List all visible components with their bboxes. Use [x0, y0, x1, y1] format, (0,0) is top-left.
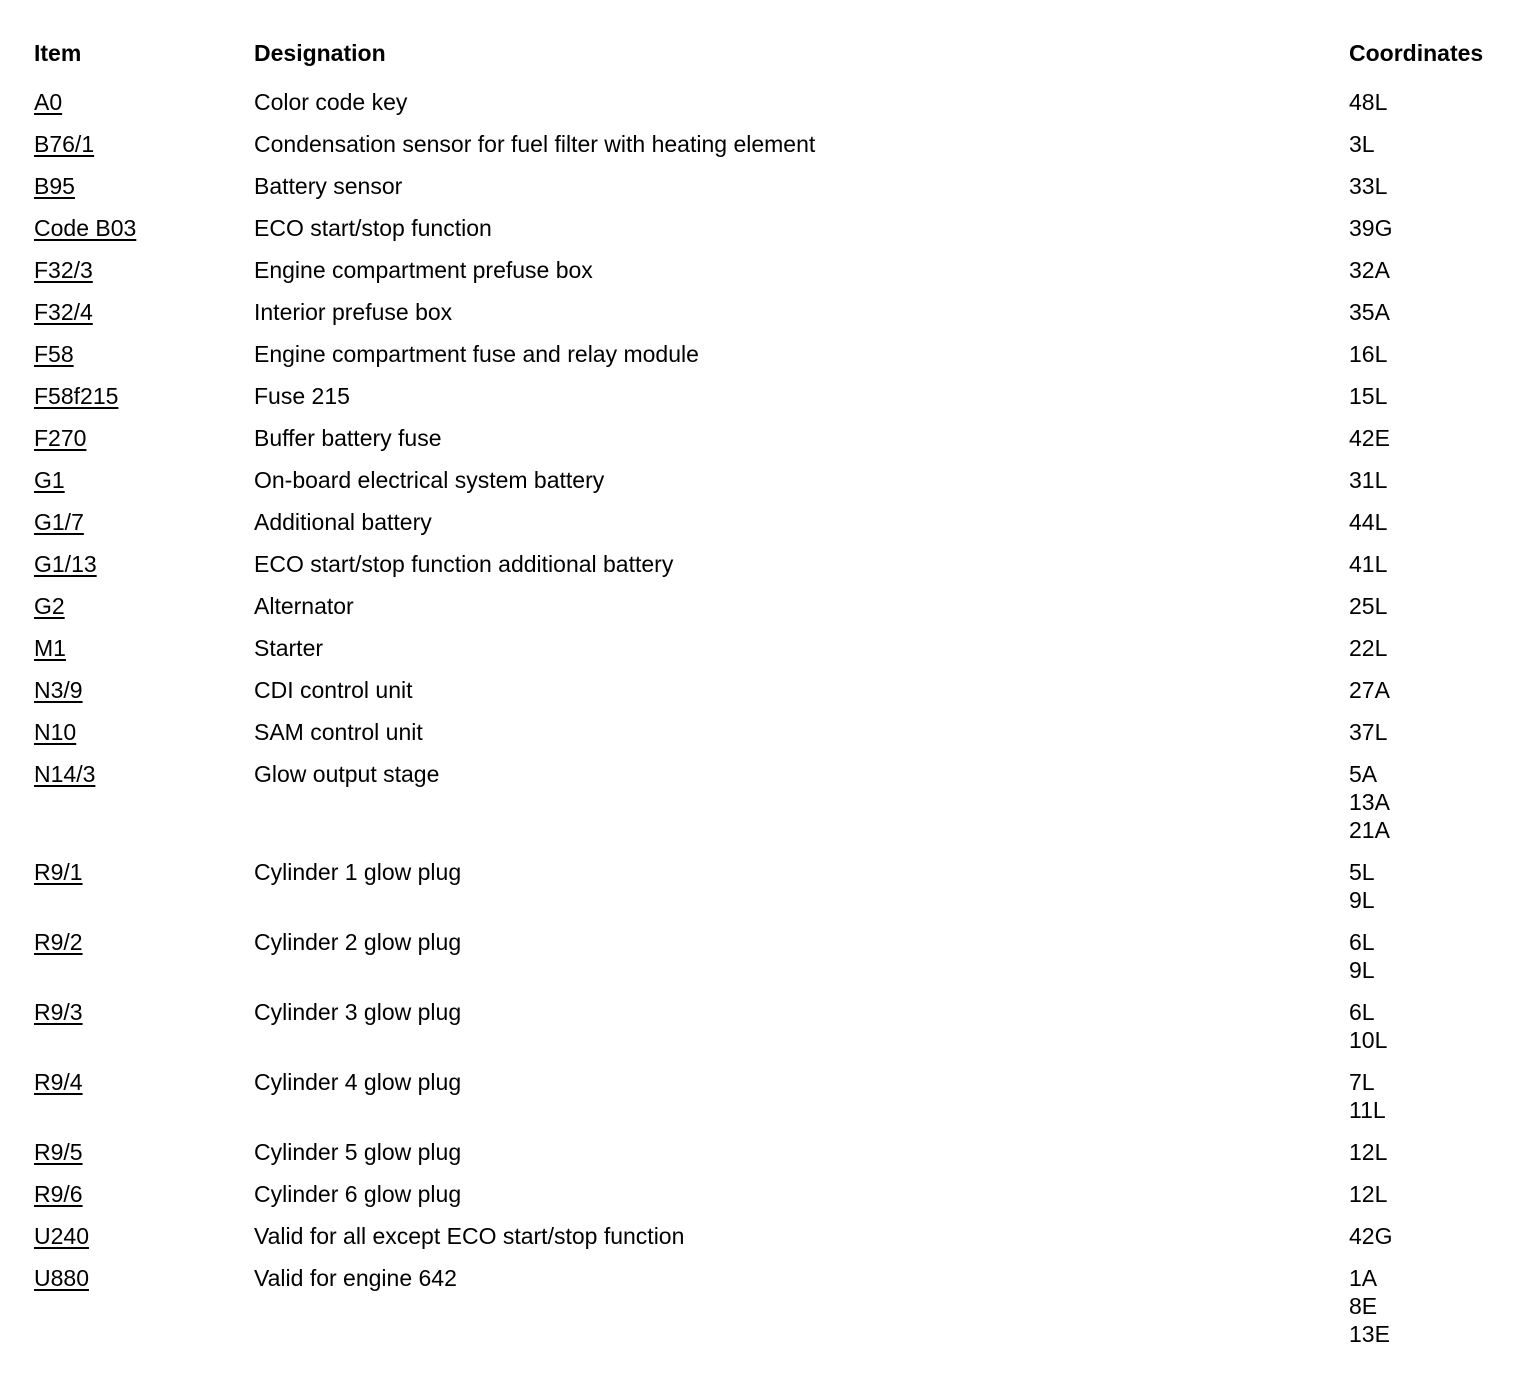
- coordinate-value: 44L: [1349, 509, 1388, 535]
- coordinates-cell: [1349, 214, 1514, 242]
- designation-cell: Cylinder 4 glow plug: [254, 1069, 462, 1095]
- coordinates-cell: [1349, 928, 1514, 984]
- item-cell: [34, 88, 254, 116]
- coordinate-value: 37L: [1349, 719, 1388, 745]
- item-cell: [34, 340, 254, 368]
- item-cell: [34, 382, 254, 410]
- coordinates-cell: [1349, 1138, 1514, 1166]
- coordinate-value: 12L: [1349, 1139, 1388, 1165]
- coordinates-cell: [1349, 172, 1514, 200]
- coordinates-cell: [1349, 466, 1514, 494]
- item-cell: [34, 858, 254, 886]
- coordinate-value: 41L: [1349, 551, 1388, 577]
- table-header: [34, 36, 1514, 81]
- item-link[interactable]: G1: [34, 467, 65, 493]
- item-link[interactable]: F270: [34, 425, 87, 451]
- designation-cell: Valid for all except ECO start/stop function: [254, 1223, 685, 1249]
- coordinate-value: 42G: [1349, 1223, 1393, 1249]
- coordinates-cell: [1349, 1068, 1514, 1124]
- designation-cell: Additional battery: [254, 509, 432, 535]
- coordinate-value: 33L: [1349, 173, 1388, 199]
- item-cell: [34, 1138, 254, 1166]
- coordinate-value: 42E: [1349, 425, 1390, 451]
- item-link[interactable]: R9/4: [34, 1069, 83, 1095]
- coordinates-cell: [1349, 592, 1514, 620]
- table-body: [34, 81, 1514, 1355]
- item-cell: [34, 214, 254, 242]
- coordinates-cell: [1349, 718, 1514, 746]
- item-cell: [34, 998, 254, 1026]
- item-link[interactable]: Code B03: [34, 215, 137, 241]
- table-row: [34, 291, 1514, 333]
- table-row: [34, 165, 1514, 207]
- coordinate-value: 13E: [1349, 1321, 1390, 1347]
- coordinates-cell: [1349, 634, 1514, 662]
- coordinate-value: 16L: [1349, 341, 1388, 367]
- item-cell: [34, 508, 254, 536]
- coordinate-value: 39G: [1349, 215, 1393, 241]
- coordinates-cell: [1349, 1222, 1514, 1250]
- designation-cell: ECO start/stop function: [254, 215, 492, 241]
- item-link[interactable]: F32/4: [34, 299, 93, 325]
- item-cell: [34, 1264, 254, 1292]
- table-row: [34, 669, 1514, 711]
- coordinates-cell: [1349, 382, 1514, 410]
- coordinate-value: 21A: [1349, 817, 1390, 843]
- coordinates-cell: [1349, 1264, 1514, 1348]
- item-link[interactable]: U880: [34, 1265, 89, 1291]
- coordinate-value: 12L: [1349, 1181, 1388, 1207]
- item-link[interactable]: B95: [34, 173, 75, 199]
- coordinates-cell: [1349, 88, 1514, 116]
- item-link[interactable]: A0: [34, 89, 63, 115]
- item-link[interactable]: B76/1: [34, 131, 95, 157]
- item-link[interactable]: R9/5: [34, 1139, 83, 1165]
- coordinate-value: 10L: [1349, 1027, 1388, 1053]
- designation-cell: Battery sensor: [254, 173, 403, 199]
- coordinates-cell: [1349, 424, 1514, 452]
- coordinate-value: 35A: [1349, 299, 1390, 325]
- item-link[interactable]: G2: [34, 593, 65, 619]
- designation-cell: SAM control unit: [254, 719, 423, 745]
- table-row: [34, 991, 1514, 1061]
- coordinate-value: 22L: [1349, 635, 1388, 661]
- item-link[interactable]: F58f215: [34, 383, 119, 409]
- designation-cell: CDI control unit: [254, 677, 413, 703]
- coordinate-value: 5A: [1349, 761, 1378, 787]
- coordinate-value: 6L: [1349, 929, 1375, 955]
- header-designation: Designation: [254, 40, 386, 66]
- item-cell: [34, 130, 254, 158]
- item-link[interactable]: R9/3: [34, 999, 83, 1025]
- item-cell: [34, 676, 254, 704]
- item-link[interactable]: N10: [34, 719, 77, 745]
- coordinate-value: 9L: [1349, 887, 1375, 913]
- table-row: [34, 123, 1514, 165]
- item-link[interactable]: N3/9: [34, 677, 83, 703]
- table-row: [34, 375, 1514, 417]
- item-cell: [34, 466, 254, 494]
- item-link[interactable]: F32/3: [34, 257, 93, 283]
- item-cell: [34, 550, 254, 578]
- item-cell: [34, 760, 254, 788]
- table-row: [34, 417, 1514, 459]
- coordinate-value: 5L: [1349, 859, 1375, 885]
- item-link[interactable]: G1/7: [34, 509, 84, 535]
- designation-cell: Valid for engine 642: [254, 1265, 457, 1291]
- coordinate-value: 32A: [1349, 257, 1390, 283]
- item-cell: [34, 256, 254, 284]
- item-cell: [34, 928, 254, 956]
- table-row: [34, 543, 1514, 585]
- coordinate-value: 27A: [1349, 677, 1390, 703]
- table-row: [34, 501, 1514, 543]
- coordinates-cell: [1349, 1180, 1514, 1208]
- coordinate-value: 13A: [1349, 789, 1390, 815]
- table-row: [34, 711, 1514, 753]
- item-cell: [34, 424, 254, 452]
- coordinate-value: 8E: [1349, 1293, 1378, 1319]
- coordinates-cell: [1349, 130, 1514, 158]
- coordinates-cell: [1349, 508, 1514, 536]
- coordinate-value: 48L: [1349, 89, 1388, 115]
- coordinate-value: 11L: [1349, 1097, 1386, 1123]
- designation-cell: Fuse 215: [254, 383, 350, 409]
- item-cell: [34, 718, 254, 746]
- coordinates-cell: [1349, 676, 1514, 704]
- header-item: Item: [34, 40, 82, 66]
- designation-cell: Starter: [254, 635, 324, 661]
- designation-cell: Buffer battery fuse: [254, 425, 442, 451]
- designation-cell: Cylinder 5 glow plug: [254, 1139, 462, 1165]
- item-cell: [34, 592, 254, 620]
- coordinate-value: 6L: [1349, 999, 1375, 1025]
- coordinates-cell: [1349, 760, 1514, 844]
- item-cell: [34, 172, 254, 200]
- table-row: [34, 851, 1514, 921]
- designation-cell: Cylinder 1 glow plug: [254, 859, 462, 885]
- item-cell: [34, 298, 254, 326]
- table-row: [34, 1215, 1514, 1257]
- table-row: [34, 753, 1514, 851]
- component-legend-table: [34, 36, 1514, 1355]
- table-row: [34, 1257, 1514, 1355]
- item-link[interactable]: N14/3: [34, 761, 96, 787]
- coordinate-value: 7L: [1349, 1069, 1375, 1095]
- designation-cell: ECO start/stop function additional battery: [254, 551, 674, 577]
- coordinates-cell: [1349, 550, 1514, 578]
- table-row: [34, 1131, 1514, 1173]
- designation-cell: Alternator: [254, 593, 354, 619]
- header-coordinates: Coordinates: [1349, 40, 1484, 66]
- item-cell: [34, 634, 254, 662]
- coordinates-cell: [1349, 256, 1514, 284]
- coordinates-cell: [1349, 340, 1514, 368]
- coordinate-value: 25L: [1349, 593, 1388, 619]
- table-row: [34, 333, 1514, 375]
- table-row: [34, 1173, 1514, 1215]
- designation-cell: Engine compartment prefuse box: [254, 257, 593, 283]
- coordinates-cell: [1349, 298, 1514, 326]
- table-row: [34, 585, 1514, 627]
- coordinate-value: 15L: [1349, 383, 1388, 409]
- table-row: [34, 459, 1514, 501]
- table-row: [34, 627, 1514, 669]
- table-row: [34, 1061, 1514, 1131]
- item-link[interactable]: F58: [34, 341, 74, 367]
- item-link[interactable]: R9/1: [34, 859, 83, 885]
- coordinate-value: 3L: [1349, 131, 1375, 157]
- item-link[interactable]: R9/2: [34, 929, 83, 955]
- table-row: [34, 921, 1514, 991]
- item-link[interactable]: U240: [34, 1223, 89, 1249]
- item-cell: [34, 1180, 254, 1208]
- item-link[interactable]: M1: [34, 635, 66, 661]
- item-link[interactable]: G1/13: [34, 551, 97, 577]
- coordinates-cell: [1349, 858, 1514, 914]
- designation-cell: Glow output stage: [254, 761, 440, 787]
- coordinates-cell: [1349, 998, 1514, 1054]
- designation-cell: Interior prefuse box: [254, 299, 453, 325]
- table-row: [34, 81, 1514, 123]
- item-cell: [34, 1068, 254, 1096]
- designation-cell: Color code key: [254, 89, 408, 115]
- designation-cell: Engine compartment fuse and relay module: [254, 341, 699, 367]
- designation-cell: Cylinder 3 glow plug: [254, 999, 462, 1025]
- designation-cell: Cylinder 2 glow plug: [254, 929, 462, 955]
- coordinate-value: 1A: [1349, 1265, 1378, 1291]
- designation-cell: Cylinder 6 glow plug: [254, 1181, 462, 1207]
- coordinate-value: 9L: [1349, 957, 1375, 983]
- table-row: [34, 249, 1514, 291]
- coordinate-value: 31L: [1349, 467, 1388, 493]
- designation-cell: Condensation sensor for fuel filter with heating element: [254, 131, 816, 157]
- table-row: [34, 207, 1514, 249]
- item-link[interactable]: R9/6: [34, 1181, 83, 1207]
- designation-cell: On-board electrical system battery: [254, 467, 605, 493]
- item-cell: [34, 1222, 254, 1250]
